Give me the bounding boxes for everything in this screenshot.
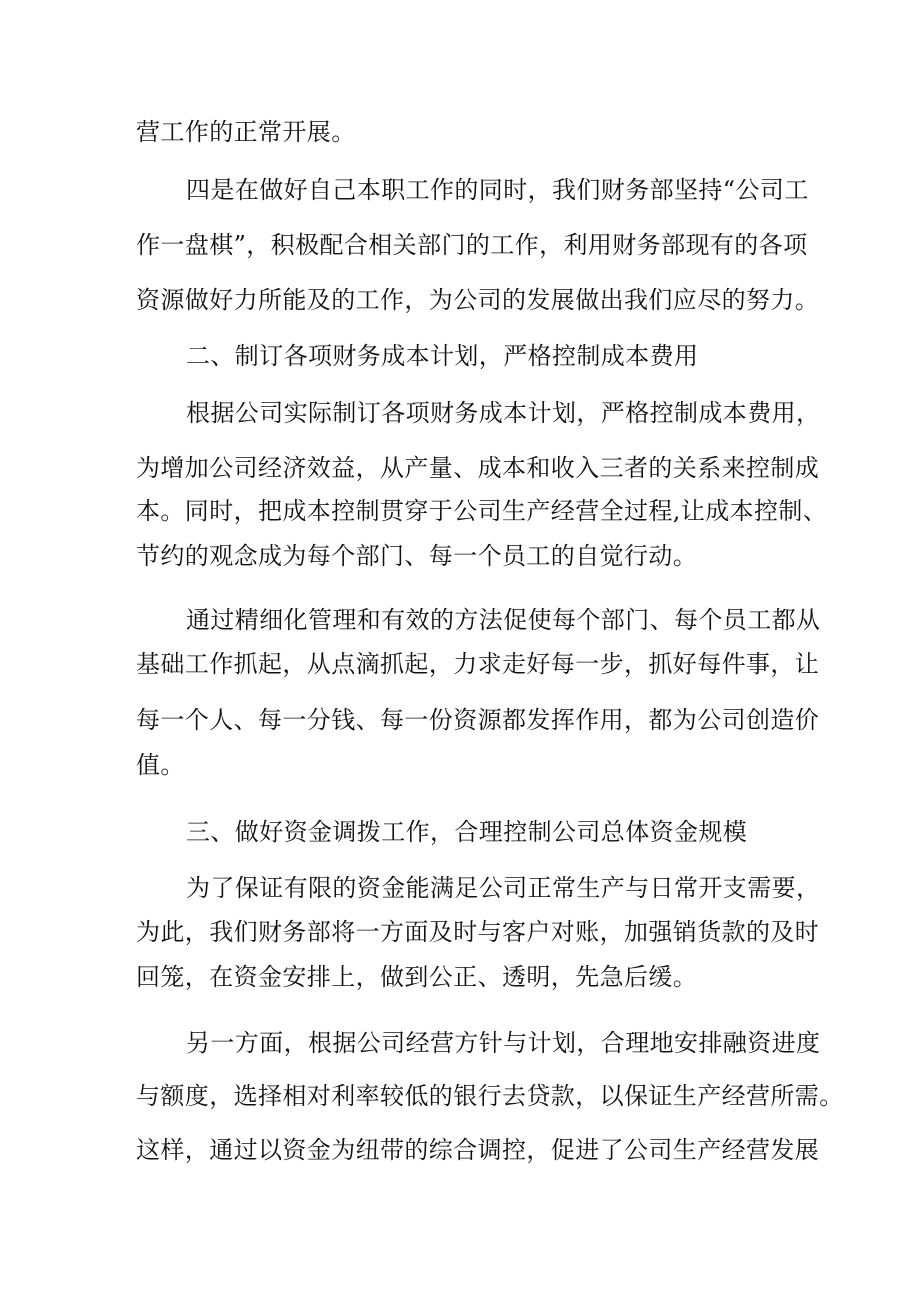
text-line: 与额度，选择相对利率较低的银行去贷款，以保证生产经营所需。	[136, 1082, 844, 1110]
text-line: 值。	[136, 751, 185, 779]
paragraph-first-line: 通过精细化管理和有效的方法促使每个部门、每个员工都从	[186, 606, 821, 634]
text-line: 每一个人、每一分钱、每一份资源都发挥作用，都为公司创造价	[136, 706, 820, 734]
text-line: 基础工作抓起，从点滴抓起，力求走好每一步，抓好每件事，让	[136, 650, 820, 678]
text-line: 资源做好力所能及的工作，为公司的发展做出我们应尽的努力。	[136, 286, 820, 314]
paragraph-first-line: 为了保证有限的资金能满足公司正常生产与日常开支需要，	[186, 874, 821, 902]
paragraph-first-line: 另一方面，根据公司经营方针与计划，合理地安排融资进度	[186, 1029, 821, 1057]
paragraph-first-line: 根据公司实际制订各项财务成本计划，严格控制成本费用，	[186, 399, 821, 427]
text-line: 为增加公司经济效益，从产量、成本和收入三者的关系来控制成	[136, 454, 820, 482]
text-line: 作一盘棋”，积极配合相关部门的工作，利用财务部现有的各项	[136, 231, 808, 259]
text-line: 为此，我们财务部将一方面及时与客户对账，加强销货款的及时	[136, 918, 820, 946]
text-line: 节约的观念成为每个部门、每一个员工的自觉行动。	[136, 542, 698, 570]
section-heading: 二、制订各项财务成本计划，严格控制成本费用	[186, 342, 699, 370]
text-line: 这样，通过以资金为纽带的综合调控，促进了公司生产经营发展	[136, 1136, 820, 1164]
text-line: 营工作的正常开展。	[136, 118, 356, 146]
text-line: 回笼，在资金安排上，做到公正、透明，先急后缓。	[136, 963, 698, 991]
text-line: 本。同时，把成本控制贯穿于公司生产经营全过程,让成本控制、	[136, 497, 828, 525]
section-heading: 三、做好资金调拨工作，合理控制公司总体资金规模	[186, 818, 748, 846]
paragraph-first-line: 四是在做好自己本职工作的同时，我们财务部坚持“公司工	[186, 176, 809, 204]
